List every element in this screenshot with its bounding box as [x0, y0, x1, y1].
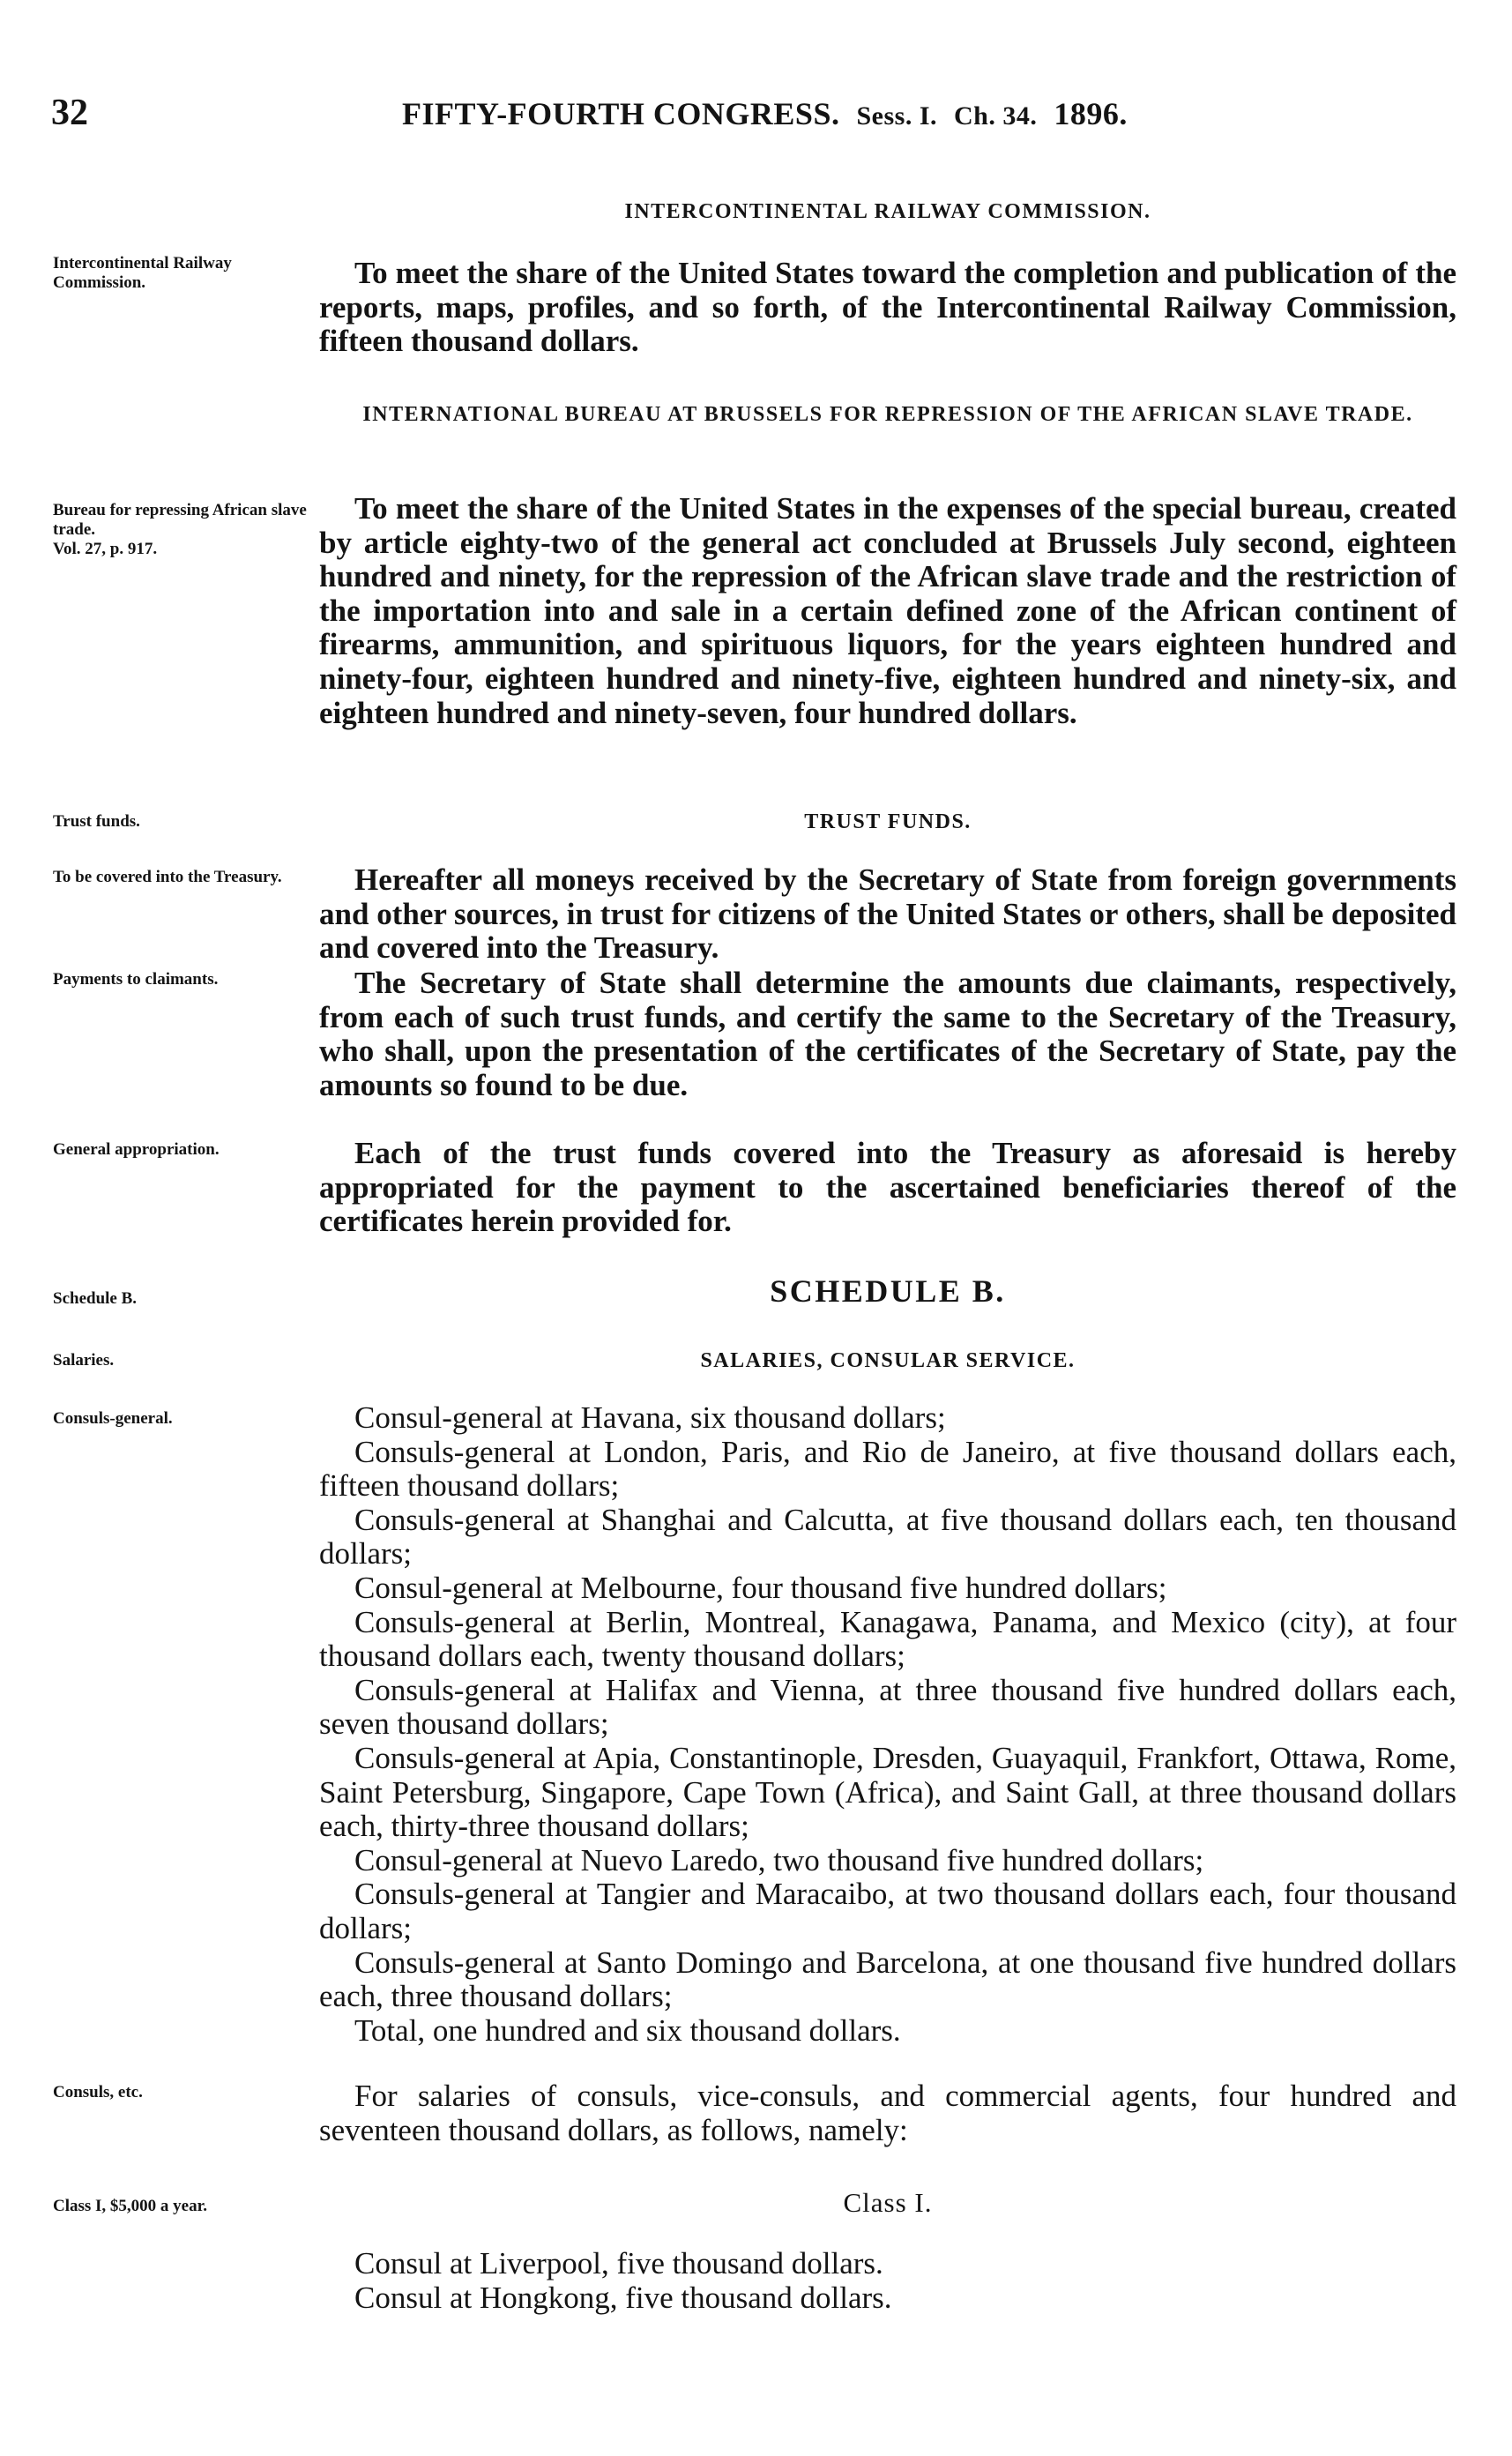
paragraph-trust-1: Hereafter all moneys received by the Secretary of State from foreign governments and other sources, in trust for citizens of the United States or others, shall be deposited and covered into the Treasury.	[319, 862, 1456, 966]
margin-note-schedule-b: Schedule B.	[53, 1289, 138, 1308]
list-item: Consuls-general at Halifax and Vienna, at three thousand five hundred dollars each, seven thousand dollars;	[319, 1672, 1456, 1742]
running-head	[402, 95, 1128, 132]
section-heading-salaries: SALARIES, CONSULAR SERVICE.	[700, 1349, 1076, 1372]
list-item: Consuls-general at Apia, Constantinople, Dresden, Guayaquil, Frankfort, Ottawa, Rome, Saint Petersburg, Singapore, Cape Town (Africa), and Saint Gall, at three thousand dollars each, thirty-three thousand dollars;	[319, 1740, 1456, 1844]
consuls-paragraph	[319, 2079, 1456, 2147]
section-heading-class-one: Class I.	[843, 2187, 933, 2218]
margin-note-salaries: Salaries.	[53, 1351, 115, 1370]
class-one-list	[319, 2247, 1456, 2315]
page-number: 32	[51, 93, 88, 133]
margin-note-trust-funds: Trust funds.	[53, 812, 140, 831]
paragraph-brussels: To meet the share of the United States in the expenses of the special bureau, created by article eighty-two of the general act concluded at Brussels July second, eighteen hundred and ninety, for the repression of the African slave trade and the restriction of the importation into and sale in a certain defined zone of the African continent of firearms, ammunition, and spirituous liquors, for the years eighteen hundred and ninety-four, eighteen hundred and ninety-five, eighteen hundred and ninety-six, and eighteen hundred and ninety-seven, four hundred dollars.	[319, 491, 1456, 730]
list-item: Consuls-general at Tangier and Maracaibo, at two thousand dollars each, four thousand dollars;	[319, 1877, 1456, 1945]
list-item: Consul-general at Havana, six thousand dollars;	[354, 1400, 946, 1435]
list-item: Consul-general at Nuevo Laredo, two thousand five hundred dollars;	[354, 1842, 1204, 1877]
margin-note-brussels-text: Bureau for repressing African slave trade.	[53, 501, 307, 539]
chapter-label: Ch. 34.	[954, 101, 1038, 131]
consuls-text: For salaries of consuls, vice-consuls, and commercial agents, four hundred and seventeen thousand dollars, as follows, namely:	[319, 2079, 1456, 2147]
list-item: Total, one hundred and six thousand dollars.	[354, 2012, 901, 2048]
page-header	[51, 92, 1462, 136]
session-label: Sess. I.	[856, 101, 938, 131]
congress-title: FIFTY-FOURTH CONGRESS.	[402, 96, 840, 131]
margin-note-intercontinental: Intercontinental Railway Commission.	[53, 254, 232, 292]
paragraph-intercontinental: To meet the share of the United States toward the completion and publication of the reports, maps, profiles, and so forth, of the Intercontinental Railway Commission, fifteen thousand dollars.	[319, 256, 1456, 359]
margin-note-brussels-ref: Vol. 27, p. 917.	[53, 540, 158, 558]
margin-note-class-one: Class I, $5,000 a year.	[53, 2197, 208, 2215]
margin-note-appropriation: General appropriation.	[53, 1140, 220, 1159]
year-label: 1896.	[1054, 96, 1128, 131]
paragraph-trust-2: The Secretary of State shall determine the amounts due claimants, respectively, from each of such trust funds, and certify the same to the Secretary of the Treasury, who shall, upon the presentation of the certificates of the Secretary of State, pay the amounts so found to be due.	[319, 966, 1456, 1102]
section-heading-intercontinental: INTERCONTINENTAL RAILWAY COMMISSION.	[624, 200, 1151, 223]
margin-note-consuls: Consuls, etc.	[53, 2083, 143, 2101]
list-item: Consul-general at Melbourne, four thousand five hundred dollars;	[354, 1570, 1167, 1605]
list-item: Consul at Hongkong, five thousand dollars.	[354, 2280, 892, 2315]
consuls-general-list	[319, 1401, 1456, 2048]
paragraph-trust-3: Each of the trust funds covered into the Treasury as aforesaid is hereby appropriated for the payment to the ascertained beneficiaries thereof of the certificates herein provided for.	[319, 1136, 1456, 1239]
margin-note-brussels	[53, 501, 309, 559]
section-heading-trust-funds: TRUST FUNDS.	[804, 810, 972, 833]
list-item: Consuls-general at Shanghai and Calcutta, at five thousand dollars each, ten thousand dollars;	[319, 1502, 1456, 1571]
list-item: Consuls-general at Santo Domingo and Barcelona, at one thousand five hundred dollars each, three thousand dollars;	[319, 1945, 1456, 2014]
section-heading-brussels: INTERNATIONAL BUREAU AT BRUSSELS FOR REPRESSION OF THE AFRICAN SLAVE TRADE.	[362, 403, 1413, 426]
list-item: Consuls-general at London, Paris, and Rio de Janeiro, at five thousand dollars each, fifteen thousand dollars;	[319, 1434, 1456, 1504]
section-heading-schedule-b: SCHEDULE B.	[770, 1273, 1006, 1309]
list-item: Consul at Liverpool, five thousand dollars.	[354, 2246, 883, 2281]
margin-note-treasury: To be covered into the Treasury.	[53, 868, 282, 886]
margin-note-claimants: Payments to claimants.	[53, 970, 219, 989]
margin-note-consuls-general: Consuls-general.	[53, 1409, 173, 1428]
list-item: Consuls-general at Berlin, Montreal, Kanagawa, Panama, and Mexico (city), at four thousand dollars each, twenty thousand dollars;	[319, 1604, 1456, 1674]
